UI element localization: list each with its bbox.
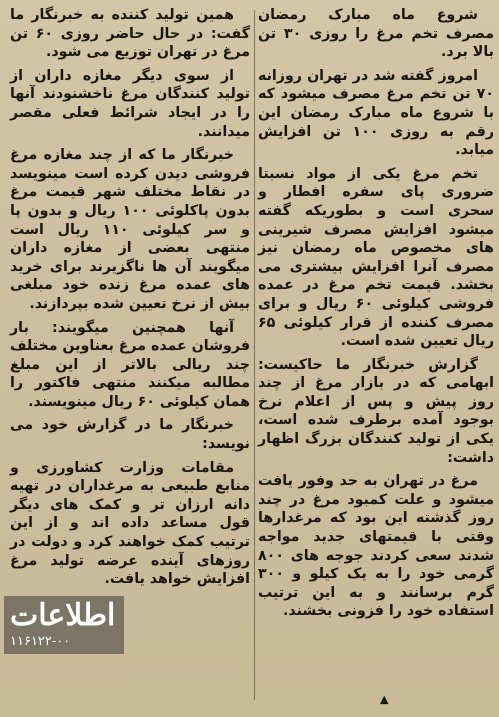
continuation-arrow-icon: ▼ [380, 694, 389, 707]
watermark-phone: ۱۱۶۱۲۲-۰۰ [10, 634, 71, 649]
paragraph: امروز گفته شد در تهران روزانه ۷۰ تن تخم مرغ مصرف میشود که با شروع ماه مبارک رمضان این رقم به روزی ۱۰۰ تن افزایش میابد. [258, 67, 494, 159]
paragraph: گزارش خبرنگار ما حاکیست: ابهامی که در بازار مرغ از چند روز پیش و پس از اعلام نرخ بوجود آمده برطرف شده است، یکی از تولید کنندگان بزرگ اظهار داشت: [258, 356, 494, 466]
watermark-name: اطلاعات [10, 598, 116, 633]
paragraph: همین تولید کننده به خبرنگار ما گفت: در حال حاضر روزی ۶۰ تن مرغ در تهران توزیع می شود. [10, 7, 250, 61]
ettelaat-watermark-logo [4, 596, 124, 654]
paragraph: خبرنگار ما در گزارش خود می نویسد: [10, 417, 250, 453]
paragraph: مرغ در تهران به حد وفور یافت میشود و علت کمبود مرغ در چند روز گذشته این بود که مرغدارها وقتی با قیمتهای جدید مواجه شدند سعی کردند جوجه های ۸۰۰ گرمی خود را به یک کیلو و ۳۰۰ گرم برسانند و به این ترتیب استفاده خود را فزونی بخشند. [258, 473, 494, 620]
column-divider [254, 10, 255, 700]
paragraph: تخم مرغ یکی از مواد نسبتا ضروری پای سفره افطار و سحری است و بطوریکه گفته میشود افزایش مصرف شیرینی های مخصوص ماه رمضان نیز مصرف آنرا افزایش بیشتری می بخشد. قیمت تخم مرغ در عمده فروشی کیلوئی ۶۰ ریال و برای مصرف کننده از قرار کیلوئی ۶۵ ریال تعیین شده است. [258, 165, 494, 350]
article-column-right [258, 6, 494, 626]
paragraph: از سوی دیگر مغازه داران از تولید کنندگان مرغ ناخشنودند آنها را در ایجاد شرائط فعلی مقصر میدانند. [10, 67, 250, 140]
paragraph: مقامات وزارت کشاورزی و منابع طبیعی به مرغداران در تهیه دانه ارزان تر و کمک های دیگر قول مساعد داده اند و از این ترتیب کمک خواهند کرد و دولت در روزهای آینده عرضه تولید مرغ افزایش خواهد یافت. [10, 459, 250, 588]
paragraph: خبرنگار ما که از چند مغازه مرغ فروشی دیدن کرده است مینویسد در نقاط مختلف شهر قیمت مرغ بدون پاکلوئی ۱۰۰ ریال و بدون پا و سر کیلوئی ۱۱۰ ریال است منتهی بعضی از مغازه داران میگویند آن ها ناگزیرند برای خرید های عمده مرغ زنده خود مبلغی بیش از نرخ تعیین شده بپردازند. [10, 147, 250, 312]
paragraph: شروع ماه مبارک رمضان مصرف تخم مرغ را روزی ۳۰ تن بالا برد. [258, 7, 494, 61]
paragraph: آنها همچنین میگویند: بار فروشان عمده مرغ بعناوین مختلف چند ریالی بالاتر از این مبلغ مطالبه میکنند منتهی فاکتور را همان کیلوئی ۶۰ ریال مینویسند. [9, 319, 250, 410]
article-column-left [10, 6, 250, 594]
